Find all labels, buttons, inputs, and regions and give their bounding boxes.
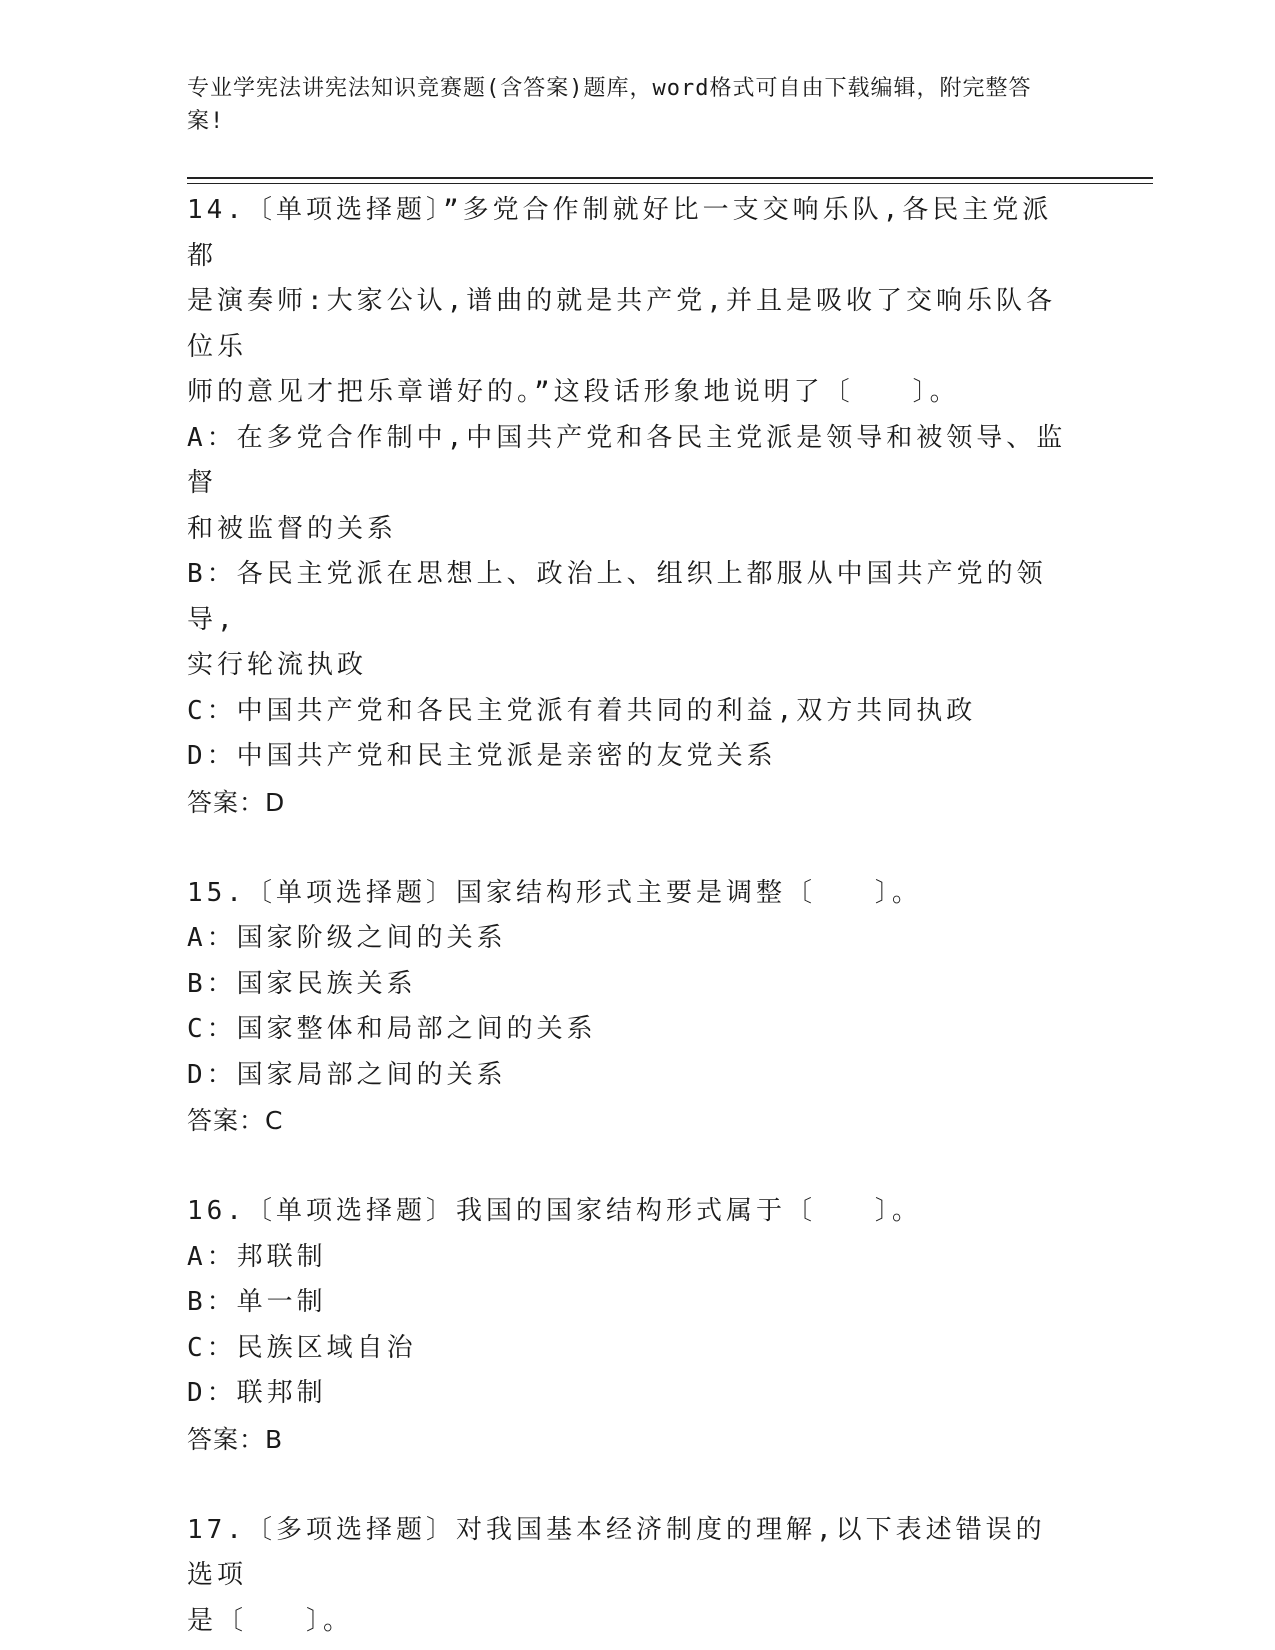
question-list [187, 188, 1067, 1644]
option-a: A：在多党合作制中,中国共产党和各民主党派是领导和被领导、监督 [187, 422, 1067, 498]
header-divider-thin [187, 183, 1153, 184]
option-c: C：国家整体和局部之间的关系 [187, 1014, 597, 1044]
question-15 [187, 871, 1067, 1144]
question-17 [187, 1508, 1067, 1645]
question-text: 14.〔单项选择题〕”多党合作制就好比一支交响乐队,各民主党派都 [187, 195, 1053, 271]
document-header: 专业学宪法讲宪法知识竞赛题(含答案)题库，word格式可自由下载编辑，附完整答案! [187, 76, 1032, 134]
question-16 [187, 1189, 1067, 1462]
option-b: B：各民主党派在思想上、政治上、组织上都服从中国共产党的领导, [187, 559, 1047, 635]
answer: 答案：D [187, 787, 286, 817]
option-d: D：联邦制 [187, 1378, 327, 1408]
option-a-cont: 和被监督的关系 [187, 513, 398, 544]
question-text: 师的意见才把乐章谱好的。”这段话形象地说明了〔 〕。 [187, 377, 960, 407]
spacer [187, 1462, 1067, 1508]
answer: 答案：B [187, 1424, 284, 1454]
header-divider [187, 177, 1153, 179]
option-b: B：单一制 [187, 1287, 327, 1317]
option-d: D：国家局部之间的关系 [187, 1059, 507, 1090]
option-b-cont: 实行轮流执政 [187, 650, 368, 680]
question-text: 是〔 〕。 [187, 1605, 353, 1636]
question-text: 15.〔单项选择题〕国家结构形式主要是调整〔 〕。 [187, 877, 922, 908]
option-d: D：中国共产党和民主党派是亲密的友党关系 [187, 741, 777, 771]
question-text: 是演奏师:大家公认,谱曲的就是共产党,并且是吸收了交响乐队各位乐 [187, 286, 1056, 362]
question-14 [187, 188, 1067, 825]
option-c: C：中国共产党和各民主党派有着共同的利益,双方共同执政 [187, 695, 977, 726]
answer: 答案：C [187, 1106, 284, 1135]
option-b: B：国家民族关系 [187, 968, 417, 999]
question-text: 16.〔单项选择题〕我国的国家结构形式属于〔 〕。 [187, 1196, 922, 1226]
question-text: 17.〔多项选择题〕对我国基本经济制度的理解,以下表述错误的选项 [187, 1514, 1046, 1590]
option-a: A：国家阶级之间的关系 [187, 923, 507, 953]
spacer [187, 1144, 1067, 1190]
spacer [187, 825, 1067, 871]
option-c: C：民族区域自治 [187, 1332, 417, 1363]
option-a: A：邦联制 [187, 1241, 327, 1272]
